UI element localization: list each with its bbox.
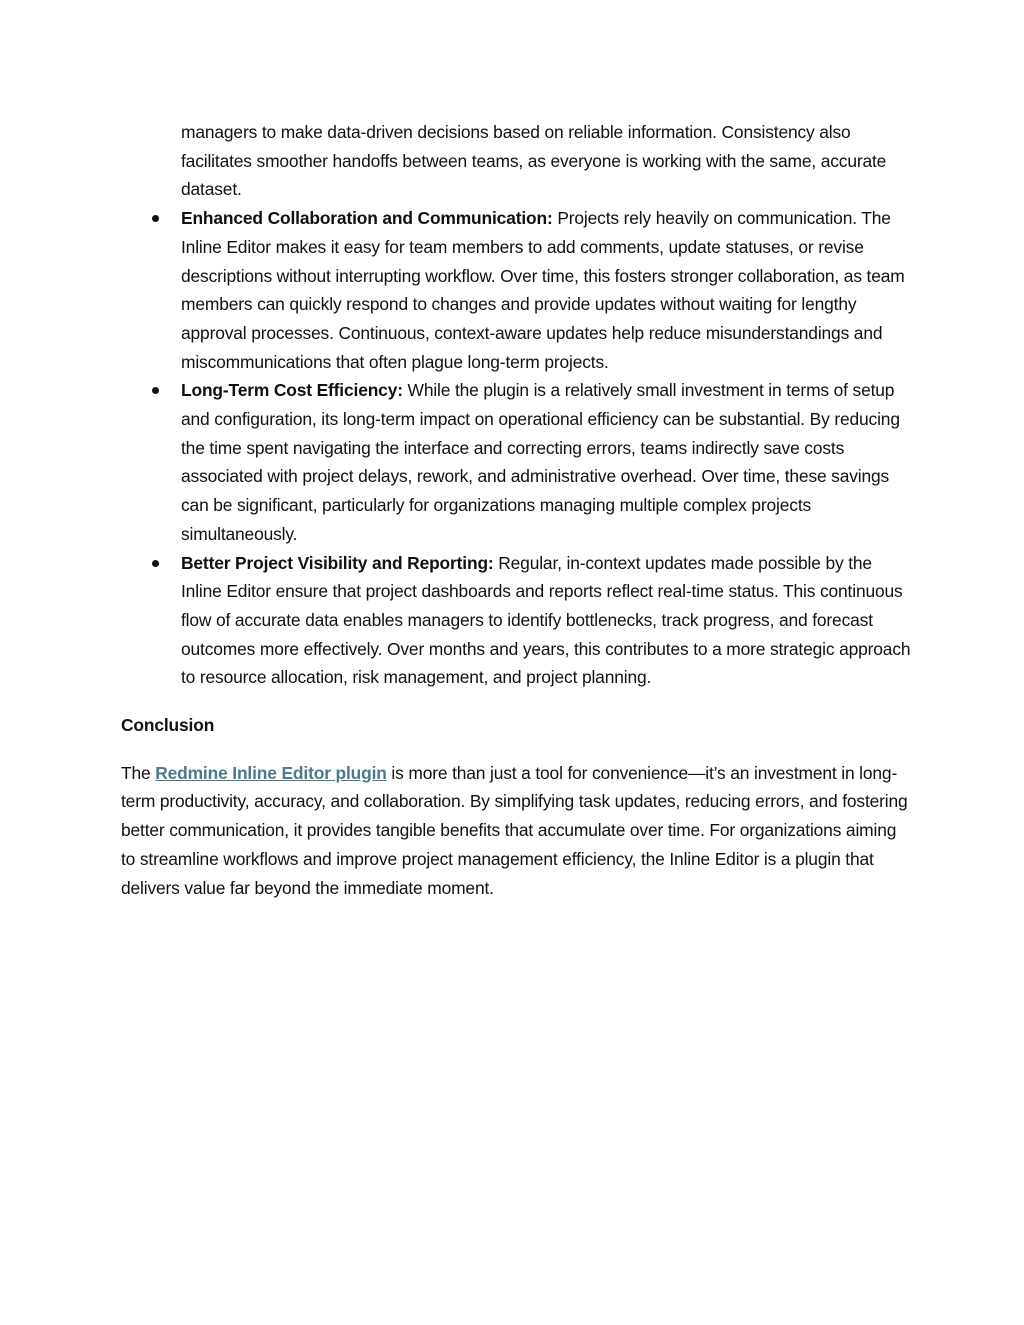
conclusion-heading: Conclusion: [121, 715, 215, 736]
conclusion-body: is more than just a tool for convenience—it’s an investment in long-term productivity, accuracy, and collaboration. By simplifying task updates, reducing errors, and fostering better communication, it provides tangible benefits that accumulate over time. For organizations aiming to streamline workflows and improve project management efficiency, the Inline Editor is a plugin that delivers value far beyond the immediate moment.: [121, 762, 908, 898]
redmine-inline-editor-link[interactable]: Redmine Inline Editor plugin: [155, 762, 387, 783]
document-page: [121, 118, 911, 902]
bullet-text: Projects rely heavily on communication. The Inline Editor makes it easy for team members to add comments, update statuses, or revise descriptions without interrupting workflow. Over time, this fosters stronger collaboration, as team members can quickly respond to changes and provide updates without waiting for lengthy approval processes. Continuous, context-aware updates help reduce misunderstandings and miscommunications that often plague long-term projects.: [181, 208, 905, 372]
bullet-term: Better Project Visibility and Reporting:: [181, 552, 494, 573]
conclusion-paragraph: [121, 759, 911, 903]
bullet-text: While the plugin is a relatively small investment in terms of setup and configuration, its long-term impact on operational efficiency can be substantial. By reducing the time spent navigating the interface and correcting errors, teams indirectly save costs associated with project delays, rework, and administrative overhead. Over time, these savings can be significant, particularly for organizations managing multiple complex projects simultaneously.: [181, 380, 900, 544]
list-item: [121, 549, 911, 693]
bullet-icon: [152, 387, 159, 394]
bullet-term: Enhanced Collaboration and Communication:: [181, 208, 553, 229]
bullet-icon: [152, 560, 159, 567]
conclusion-prefix: The: [121, 762, 156, 783]
bullet-term: Long-Term Cost Efficiency:: [181, 380, 403, 401]
list-item: [121, 204, 911, 376]
list-item: [121, 376, 911, 548]
bullet-icon: [152, 215, 159, 222]
bullet-text: Regular, in-context updates made possible by the Inline Editor ensure that project dashboards and reports reflect real-time status. This continuous flow of accurate data enables managers to identify bottlenecks, track progress, and forecast outcomes more effectively. Over months and years, this contributes to a more strategic approach to resource allocation, risk management, and project planning.: [181, 552, 911, 688]
benefits-list: [121, 204, 911, 692]
continued-paragraph: managers to make data-driven decisions based on reliable information. Consistency also facilitates smoother handoffs between teams, as everyone is working with the same, accurate dataset.: [181, 122, 887, 200]
